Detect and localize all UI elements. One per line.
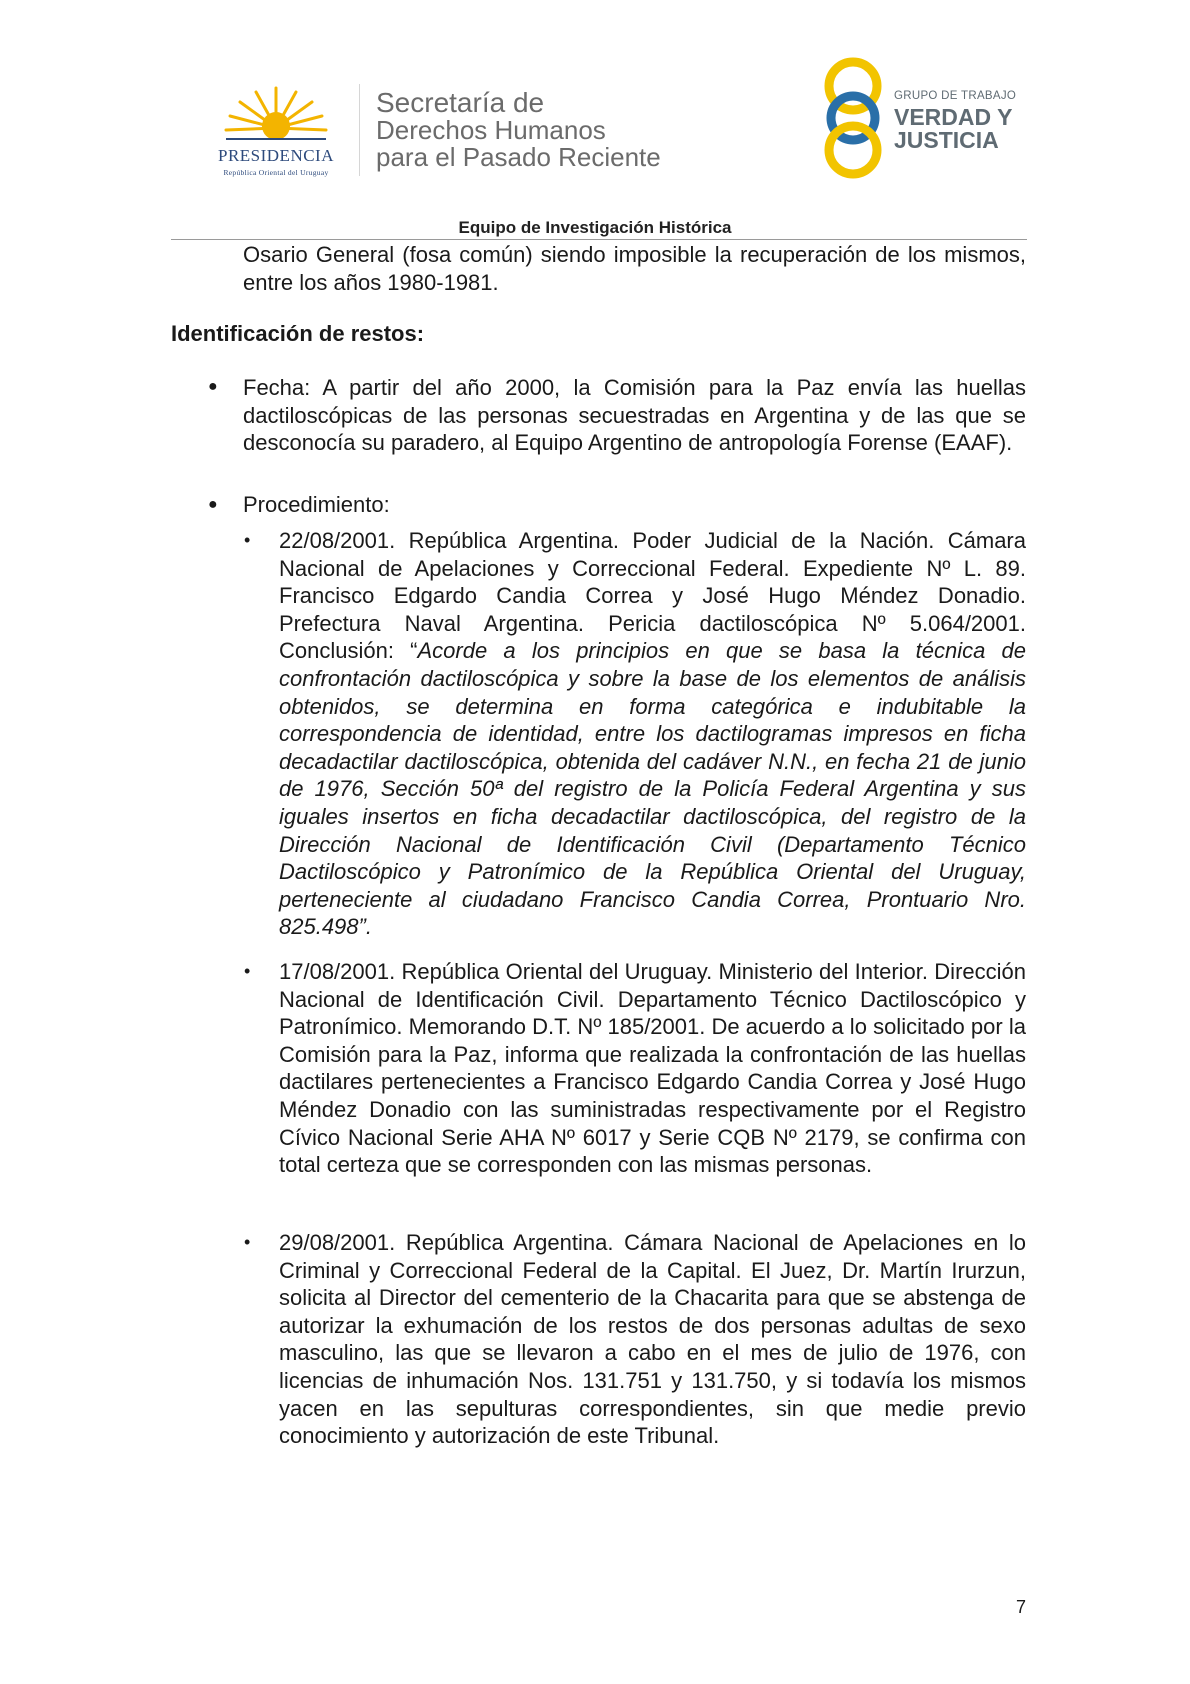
subbullet-item-1 [279, 527, 1026, 941]
page-number: 7 [1016, 1597, 1027, 1617]
secretaria-line-1: Secretaría de [376, 87, 545, 118]
gtvj-label-line-2: JUSTICIA [894, 127, 999, 153]
presidencia-sublabel: República Oriental del Uruguay [223, 168, 329, 177]
bullet-marker: ● [208, 378, 218, 395]
bullet-procedimiento: Procedimiento: [243, 492, 390, 517]
secretaria-title [376, 89, 661, 171]
header-rule [171, 239, 1027, 240]
subbullet-item-3: 29/08/2001. República Argentina. Cámara Nacional de Apelaciones en lo Criminal y Correccional Federal de la Capital. El Juez, Dr. Martín Irurzun, solicita al Director del cementerio de la Chacarita para que se abstenga de autorizar la exhumación de los restos de dos personas adultas de sexo masculino, las que se llevaron a cabo en el mes de julio de 1976, con licencias de inhumación Nos. 131.751 y 131.750, y si todavía los mismos yacen en las sepulturas correspondientes, sin que medie previo conocimiento y autorización de este Tribunal. [279, 1230, 1026, 1449]
bullet-fecha: Fecha: A partir del año 2000, la Comisión para la Paz envía las huellas dactiloscópicas de las personas secuestradas en Argentina y de las que se desconocía su paradero, al Equipo Argentino de antropología Forense (EAAF). [243, 375, 1026, 456]
subbullet-marker: • [244, 530, 251, 550]
subbullet-item-1-quote: Acorde a los principios en que se basa la técnica de confrontación dactiloscópica y sobre la base de los elementos de análisis obtenidos, se determina en forma categórica e indubitable la correspondencia de identidad, entre los dactilogramas impresos en ficha decadactilar dactiloscópica, obtenida del cadáver N.N., en fecha 21 de junio de 1976, Sección 50ª del registro de la Policía Federal Argentina y sus iguales insertos en ficha decadactilar dactiloscópica, del registro de la Dirección Nacional de Identificación Civil (Departamento Técnico Dactiloscópico y Patronímico de la República Oriental del Uruguay, perteneciente al ciudadano Francisco Candia Correa, Prontuario Nro. 825.498”. [279, 638, 1027, 940]
secretaria-line-2: Derechos Humanos [376, 115, 606, 145]
sun-emblem-icon [196, 82, 356, 146]
continuation-paragraph: Osario General (fosa común) siendo imposible la recuperación de los mismos, entre los años 1980-1981. [243, 242, 1026, 295]
bullet-marker: ● [208, 496, 218, 513]
gtvj-label-line-1: VERDAD Y [894, 104, 1013, 130]
gtvj-small-label: GRUPO DE TRABAJO [894, 90, 1017, 102]
rings-emblem-icon [818, 56, 888, 182]
subbullet-item-1-text: 22/08/2001. República Argentina. Poder Judicial de la Nación. Cámara Nacional de Apelaciones y Correccional Federal. Expediente Nº L. 89. Francisco Edgardo Candia Correa y José Hugo Méndez Donadio. Prefectura Naval Argentina. Pericia dactiloscópica Nº 5.064/2001. Conclusión: “ [279, 528, 1026, 664]
secretaria-line-3: para el Pasado Reciente [376, 142, 661, 172]
header-divider [359, 84, 360, 176]
subbullet-marker: • [244, 961, 251, 981]
subbullet-item-2: 17/08/2001. República Oriental del Uruguay. Ministerio del Interior. Dirección Nacional de Identificación Civil. Departamento Técnico Dactiloscópico y Patronímico. Memorando D.T. Nº 185/2001. De acuerdo a lo solicitado por la Comisión para la Paz, informa que realizada la confrontación de las huellas dactilares pertenecientes a Francisco Edgardo Candia Correa y José Hugo Méndez Donadio con las suministradas respectivamente por el Registro Cívico Nacional Serie AHA Nº 6017 y Serie CQB Nº 2179, se confirma con total certeza que se corresponden con las mismas personas. [279, 959, 1026, 1178]
subbullet-marker: • [244, 1232, 251, 1252]
team-title: Equipo de Investigación Histórica [458, 218, 732, 237]
presidencia-logo [196, 82, 356, 180]
section-heading: Identificación de restos: [171, 321, 425, 346]
presidencia-label: PRESIDENCIA [217, 146, 334, 165]
verdad-justicia-logo [818, 56, 1033, 182]
